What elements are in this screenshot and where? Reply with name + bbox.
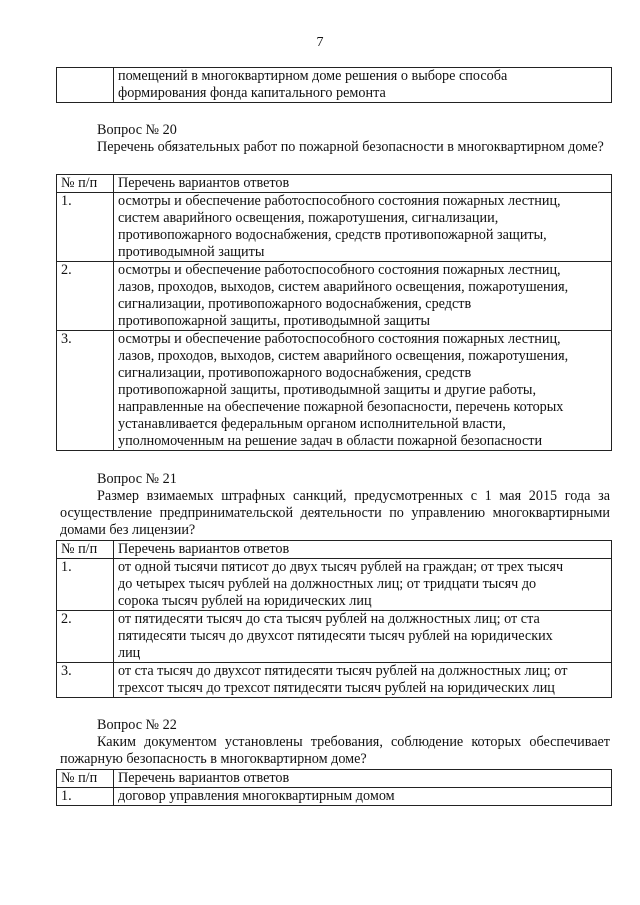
question-21-text: Размер взимаемых штрафных санкций, предусмотренных с 1 мая 2015 года за осуществление предпринимательской деятельности по управлению многоквартирными домами без лицензии? <box>60 488 610 538</box>
header-answers: Перечень вариантов ответов <box>114 175 612 193</box>
row-num: 2. <box>57 611 114 663</box>
header-answers: Перечень вариантов ответов <box>114 541 612 559</box>
header-num: № п/п <box>57 175 114 193</box>
row-num: 1. <box>57 788 114 806</box>
cell-line: направленные на обеспечение пожарной безопасности, перечень которых <box>118 399 564 415</box>
table-row <box>57 262 612 331</box>
cell-line: лиц <box>118 645 141 661</box>
cell-line: пятидесяти тысяч до двухсот пятидесяти тысяч рублей на юридических <box>118 628 553 644</box>
row-num: 1. <box>57 559 114 611</box>
answer-cell <box>114 663 612 698</box>
cell-line: от одной тысячи пятисот до двух тысяч рублей на граждан; от трех тысяч <box>118 559 564 575</box>
question-22-table <box>56 769 612 806</box>
cell-line: осмотры и обеспечение работоспособного состояния пожарных лестниц, <box>118 193 561 209</box>
page-number: 7 <box>316 35 324 50</box>
question-21-title: Вопрос № 21 <box>97 471 177 487</box>
header-answers: Перечень вариантов ответов <box>114 770 612 788</box>
table-header-row <box>57 770 612 788</box>
answer-cell <box>114 193 612 262</box>
header-num: № п/п <box>57 770 114 788</box>
cell-line: устанавливается федеральным органом исполнительной власти, <box>118 416 506 432</box>
cell-line: противопожарной защиты, противодымной защиты и другие работы, <box>118 382 537 398</box>
cell-line: договор управления многоквартирным домом <box>118 788 395 804</box>
row-num: 3. <box>57 663 114 698</box>
cell-line: от ста тысяч до двухсот пятидесяти тысяч рублей на должностных лиц; от <box>118 663 568 679</box>
cell-line: противопожарного водоснабжения, средств противопожарной защиты, <box>118 227 547 243</box>
question-21-table <box>56 540 612 698</box>
question-20-title: Вопрос № 20 <box>97 122 177 138</box>
table-row <box>57 331 612 451</box>
row-num: 3. <box>57 331 114 451</box>
answer-cell <box>114 788 612 806</box>
cell-line: от пятидесяти тысяч до ста тысяч рублей на должностных лиц; от ста <box>118 611 540 627</box>
cell-line: трехсот тысяч до трехсот пятидесяти тысяч рублей на юридических лиц <box>118 680 555 696</box>
table-row <box>57 559 612 611</box>
cell-line: уполномоченным на решение задач в области пожарной безопасности <box>118 433 543 449</box>
cell-line: систем аварийного освещения, пожаротушения, сигнализации, <box>118 210 499 226</box>
cell-line: помещений в многоквартирном доме решения о выборе способа <box>118 68 508 84</box>
row-num: 1. <box>57 193 114 262</box>
question-22-text: Каким документом установлены требования, соблюдение которых обеспечивает пожарную безопасность в многоквартирном доме? <box>60 734 610 767</box>
cell-line: лазов, проходов, выходов, систем аварийного освещения, пожаротушения, <box>118 279 569 295</box>
cell-line: осмотры и обеспечение работоспособного состояния пожарных лестниц, <box>118 331 561 347</box>
cell-line: формирования фонда капитального ремонта <box>118 85 386 101</box>
answer-cell <box>114 559 612 611</box>
cell-line: противодымной защиты <box>118 244 265 260</box>
cell-line: осмотры и обеспечение работоспособного состояния пожарных лестниц, <box>118 262 561 278</box>
answer-cell <box>114 262 612 331</box>
table-row <box>57 68 612 103</box>
table-row <box>57 788 612 806</box>
cell-line: противопожарной защиты, противодымной защиты <box>118 313 431 329</box>
question-22-title: Вопрос № 22 <box>97 717 177 733</box>
answer-cell <box>114 68 612 103</box>
table-header-row <box>57 175 612 193</box>
table-row <box>57 663 612 698</box>
cell-line: до четырех тысяч рублей на должностных лиц; от тридцати тысяч до <box>118 576 537 592</box>
answer-cell <box>114 611 612 663</box>
table-row <box>57 193 612 262</box>
cell-line: сигнализации, противопожарного водоснабжения, средств <box>118 296 472 312</box>
table-header-row <box>57 541 612 559</box>
answer-cell <box>114 331 612 451</box>
question-20-text: Перечень обязательных работ по пожарной безопасности в многоквартирном доме? <box>97 139 604 155</box>
row-num: 2. <box>57 262 114 331</box>
table-row <box>57 611 612 663</box>
cell-line: лазов, проходов, выходов, систем аварийного освещения, пожаротушения, <box>118 348 569 364</box>
cell-line: сигнализации, противопожарного водоснабжения, средств <box>118 365 472 381</box>
question-20-table <box>56 174 612 451</box>
num-cell <box>57 68 114 103</box>
cell-line: сорока тысяч рублей на юридических лиц <box>118 593 372 609</box>
continuation-table <box>56 67 612 103</box>
header-num: № п/п <box>57 541 114 559</box>
